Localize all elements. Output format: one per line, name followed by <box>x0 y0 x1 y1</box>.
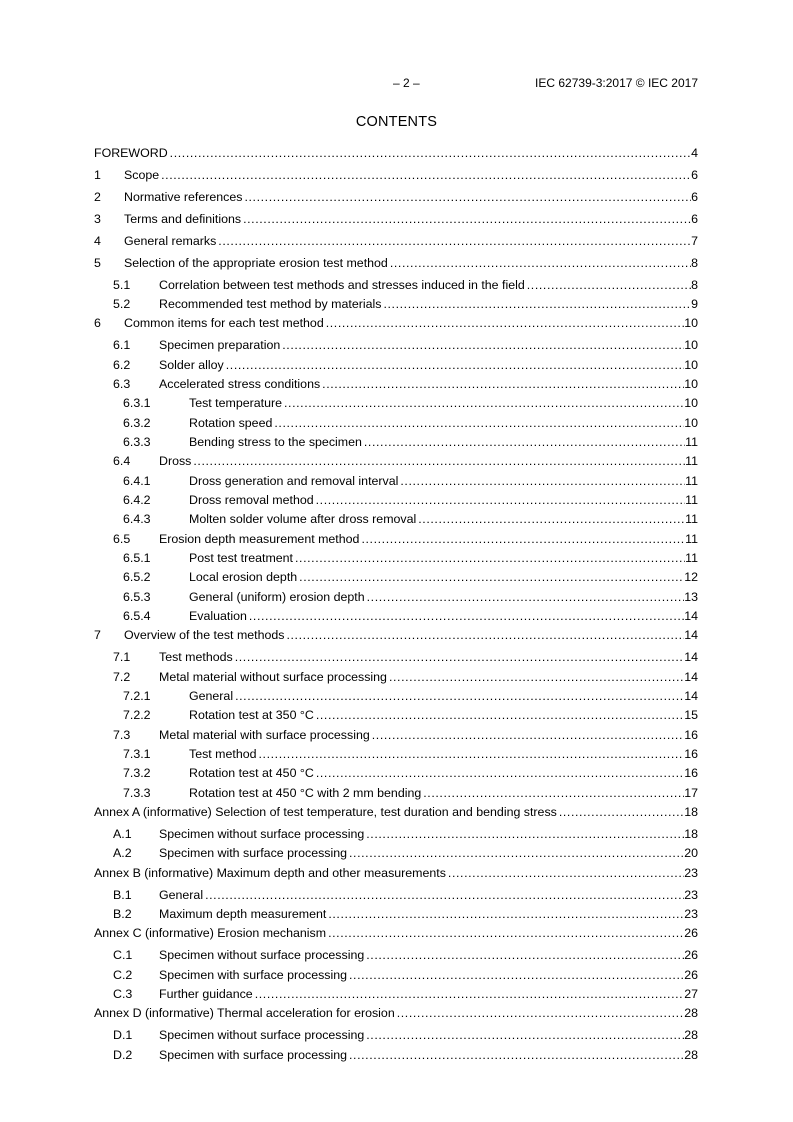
toc-entry-page: 12 <box>684 570 698 585</box>
toc-entry-number: D.1 <box>113 1028 133 1043</box>
dot-leader <box>418 510 685 529</box>
toc-entry-title: Specimen without surface processing <box>159 827 365 842</box>
toc-entry[interactable] <box>94 232 698 251</box>
toc-entry-page: 10 <box>684 357 698 372</box>
toc-entry[interactable] <box>94 530 698 549</box>
toc-entry-page: 14 <box>684 628 698 643</box>
toc-entry-number: 6.3.2 <box>123 415 151 430</box>
toc-entry-title: FOREWORD <box>94 146 168 160</box>
toc-entry[interactable] <box>94 648 698 667</box>
toc-entry-number: 5.1 <box>113 277 131 292</box>
dot-leader <box>322 375 684 394</box>
toc-entry-page: 11 <box>685 434 698 449</box>
toc-entry[interactable] <box>94 144 698 163</box>
toc-entry-title: Normative references <box>124 189 243 204</box>
toc-entry-title: Rotation test at 350 °C <box>189 708 314 723</box>
toc-entry[interactable] <box>94 491 698 510</box>
toc-entry-number: 6.4.2 <box>123 493 151 507</box>
dot-leader <box>316 764 684 783</box>
dot-leader <box>349 844 684 863</box>
toc-entry-title: Specimen with surface processing <box>159 967 348 982</box>
toc-entry-title: Scope <box>124 167 160 182</box>
toc-entry[interactable] <box>94 668 698 687</box>
toc-entry-number: B.1 <box>113 887 132 902</box>
toc-entry-title: Specimen with surface processing <box>159 1047 348 1062</box>
toc-entry-title: Specimen with surface processing <box>159 846 348 861</box>
toc-entry[interactable] <box>94 356 698 375</box>
toc-entry-page: 28 <box>684 1006 698 1021</box>
toc-entry-number: B.2 <box>113 907 132 921</box>
dot-leader <box>255 985 685 1004</box>
page-header <box>94 76 698 92</box>
toc-entry[interactable] <box>94 825 698 844</box>
toc-entry-title: Further guidance <box>159 986 253 1001</box>
toc-entry[interactable] <box>94 1046 698 1065</box>
toc-entry[interactable] <box>94 210 698 229</box>
toc-entry[interactable] <box>94 336 698 355</box>
toc-entry-page: 14 <box>684 650 698 665</box>
toc-entry-page: 11 <box>685 512 698 527</box>
dot-leader <box>205 886 684 905</box>
toc-entry[interactable] <box>94 452 698 471</box>
toc-entry[interactable] <box>94 985 698 1004</box>
toc-entry-number: 7.3.3 <box>123 785 151 800</box>
dot-leader <box>282 336 684 355</box>
toc-entry-title: Overview of the test methods <box>124 628 285 643</box>
dot-leader <box>367 588 685 607</box>
dot-leader <box>295 549 685 568</box>
toc-entry[interactable] <box>94 924 698 943</box>
toc-entry-page: 4 <box>691 146 698 160</box>
toc-entry[interactable] <box>94 803 698 822</box>
dot-leader <box>170 144 691 163</box>
toc-entry-page: 20 <box>684 846 698 861</box>
toc-entry[interactable] <box>94 784 698 803</box>
toc-entry-number: 6.3.3 <box>123 434 151 449</box>
toc-entry-page: 6 <box>691 167 698 182</box>
toc-entry-number: D.2 <box>113 1047 133 1062</box>
toc-entry-page: 10 <box>684 316 698 331</box>
toc-entry-number: 7.3.1 <box>123 747 151 762</box>
toc-entry-number: 7.3.2 <box>123 766 151 781</box>
toc-entry-number: 3 <box>94 211 101 226</box>
toc-entry[interactable] <box>94 745 698 764</box>
toc-entry-page: 11 <box>685 551 698 566</box>
dot-leader <box>400 472 685 491</box>
toc-entry-page: 8 <box>691 277 698 292</box>
toc-entry[interactable] <box>94 375 698 394</box>
toc-entry-page: 11 <box>685 493 698 507</box>
toc-entry-number: 1 <box>94 167 101 182</box>
toc-entry-page: 26 <box>684 948 698 963</box>
toc-entry-title: General <box>189 689 234 704</box>
toc-entry-page: 10 <box>684 338 698 353</box>
toc-entry[interactable] <box>94 626 698 645</box>
dot-leader <box>559 803 684 822</box>
toc-entry[interactable] <box>94 414 698 433</box>
toc-entry[interactable] <box>94 394 698 413</box>
toc-entry[interactable] <box>94 549 698 568</box>
toc-entry-title: Metal material with surface processing <box>159 727 370 742</box>
toc-entry-title: Dross <box>159 454 192 469</box>
toc-entry-page: 6 <box>691 211 698 226</box>
toc-entry-page: 23 <box>684 887 698 902</box>
toc-entry-page: 9 <box>691 296 698 311</box>
dot-leader <box>328 924 684 943</box>
toc-entry-number: 5.2 <box>113 296 131 311</box>
toc-entry-title: Test temperature <box>189 396 282 411</box>
toc-entry-page: 14 <box>684 689 698 704</box>
toc-entry-title: General <box>159 887 204 902</box>
dot-leader <box>364 433 685 452</box>
toc-entry-page: 10 <box>684 415 698 430</box>
dot-leader <box>284 394 684 413</box>
toc-entry-title: Molten solder volume after dross removal <box>189 512 417 527</box>
toc-entry[interactable] <box>94 568 698 587</box>
toc-entry-number: 4 <box>94 233 101 248</box>
toc-entry[interactable] <box>94 706 698 725</box>
toc-entry-title: Rotation speed <box>189 415 273 430</box>
dot-leader <box>372 726 684 745</box>
toc-entry[interactable] <box>94 295 698 314</box>
dot-leader <box>361 530 685 549</box>
dot-leader <box>243 210 691 229</box>
toc-entry[interactable] <box>94 510 698 529</box>
dot-leader <box>366 1026 684 1045</box>
toc-entry-title: Specimen without surface processing <box>159 948 365 963</box>
toc-entry-page: 15 <box>684 708 698 723</box>
toc-entry-title: Rotation test at 450 °C with 2 mm bending <box>189 785 422 800</box>
dot-leader <box>244 188 691 207</box>
dot-leader <box>349 1046 684 1065</box>
toc-entry-title: Recommended test method by materials <box>159 296 382 311</box>
toc-entry[interactable] <box>94 607 698 626</box>
toc-entry-title: Test methods <box>159 650 233 665</box>
toc-entry-number: 6.1 <box>113 338 131 353</box>
toc-entry-title: Rotation test at 450 °C <box>189 766 314 781</box>
dot-leader <box>249 607 684 626</box>
toc-entry-number: C.1 <box>113 948 133 963</box>
dot-leader <box>366 946 684 965</box>
toc-entry[interactable] <box>94 314 698 333</box>
toc-entry-title: Annex B (informative) Maximum depth and other measurements <box>94 865 446 880</box>
toc-entry-page: 8 <box>691 255 698 270</box>
dot-leader <box>397 1004 684 1023</box>
dot-leader <box>193 452 685 471</box>
toc-entry-title: Post test treatment <box>189 551 293 566</box>
toc-entry[interactable] <box>94 433 698 452</box>
toc-entry-page: 23 <box>684 907 698 921</box>
toc-entry-page: 6 <box>691 189 698 204</box>
dot-leader <box>326 314 684 333</box>
toc-entry-page: 11 <box>685 531 698 546</box>
toc-entry-number: A.1 <box>113 827 132 842</box>
toc-entry-title: Correlation between test methods and stresses induced in the field <box>159 277 525 292</box>
toc-entry-page: 10 <box>684 376 698 391</box>
toc-entry[interactable] <box>94 905 698 924</box>
dot-leader <box>161 166 691 185</box>
toc-entry[interactable] <box>94 864 698 883</box>
toc-entry-number: 7.2 <box>113 669 131 684</box>
toc-entry-page: 14 <box>684 609 698 624</box>
toc-entry[interactable] <box>94 966 698 985</box>
toc-entry-page: 13 <box>684 589 698 604</box>
toc-entry-number: 6 <box>94 316 101 331</box>
toc-entry[interactable] <box>94 844 698 863</box>
toc-entry-number: 7.1 <box>113 650 131 665</box>
toc-entry-page: 28 <box>684 1047 698 1062</box>
toc-entry-title: Dross removal method <box>189 493 314 507</box>
toc-entry[interactable] <box>94 687 698 706</box>
dot-leader <box>259 745 685 764</box>
toc-entry-number: 6.5.1 <box>123 551 151 566</box>
toc-entry-number: 6.4.3 <box>123 512 151 527</box>
toc-entry-number: 6.5.3 <box>123 589 151 604</box>
dot-leader <box>366 825 684 844</box>
toc-entry-page: 26 <box>684 926 698 941</box>
toc-entry-page: 23 <box>684 865 698 880</box>
toc-entry[interactable] <box>94 886 698 905</box>
toc-entry-page: 16 <box>684 747 698 762</box>
toc-entry[interactable] <box>94 588 698 607</box>
toc-entry-title: Annex D (informative) Thermal acceleration for erosion <box>94 1006 395 1021</box>
toc-entry[interactable] <box>94 166 698 185</box>
toc-entry-title: Erosion depth measurement method <box>159 531 360 546</box>
table-of-contents <box>94 144 698 1065</box>
toc-entry-page: 16 <box>684 766 698 781</box>
dot-leader <box>423 784 684 803</box>
toc-entry-title: Annex C (informative) Erosion mechanism <box>94 926 327 941</box>
toc-entry-page: 18 <box>684 827 698 842</box>
dot-leader <box>383 295 691 314</box>
dot-leader <box>349 966 684 985</box>
toc-entry-title: Specimen preparation <box>159 338 281 353</box>
toc-entry[interactable] <box>94 1026 698 1045</box>
dot-leader <box>235 648 685 667</box>
dot-leader <box>286 626 684 645</box>
toc-entry[interactable] <box>94 726 698 745</box>
toc-entry-number: 6.4.1 <box>123 473 151 488</box>
dot-leader <box>389 668 684 687</box>
toc-entry[interactable] <box>94 188 698 207</box>
page-number: – 2 – <box>393 76 420 90</box>
toc-entry-title: Selection of the appropriate erosion test method <box>124 255 388 270</box>
dot-leader <box>316 491 685 510</box>
toc-entry[interactable] <box>94 1004 698 1023</box>
toc-entry-page: 16 <box>684 727 698 742</box>
toc-entry-title: Metal material without surface processing <box>159 669 387 684</box>
toc-entry-number: A.2 <box>113 846 132 861</box>
toc-entry[interactable] <box>94 946 698 965</box>
dot-leader <box>328 905 684 924</box>
toc-entry-number: C.2 <box>113 967 133 982</box>
toc-entry-number: 7.3 <box>113 727 131 742</box>
toc-entry-page: 26 <box>684 967 698 982</box>
toc-entry-page: 17 <box>684 785 698 800</box>
toc-entry-number: 5 <box>94 255 101 270</box>
toc-entry-title: Common items for each test method <box>124 316 324 331</box>
toc-entry-title: Solder alloy <box>159 357 224 372</box>
toc-entry[interactable] <box>94 254 698 273</box>
toc-entry-number: 7.2.1 <box>123 689 151 704</box>
toc-entry-title: General remarks <box>124 233 217 248</box>
toc-entry-title: Bending stress to the specimen <box>189 434 362 449</box>
dot-leader <box>448 864 684 883</box>
toc-entry[interactable] <box>94 276 698 295</box>
toc-entry-page: 14 <box>684 669 698 684</box>
toc-entry-title: Terms and definitions <box>124 211 242 226</box>
toc-entry-page: 18 <box>684 805 698 820</box>
toc-entry-title: Specimen without surface processing <box>159 1028 365 1043</box>
dot-leader <box>299 568 684 587</box>
toc-entry-page: 11 <box>685 454 698 469</box>
dot-leader <box>390 254 691 273</box>
toc-entry-number: 6.3.1 <box>123 396 151 411</box>
toc-entry-number: 7.2.2 <box>123 708 151 723</box>
toc-entry-number: 2 <box>94 189 101 204</box>
toc-entry-page: 27 <box>684 986 698 1001</box>
toc-entry-number: 6.5 <box>113 531 131 546</box>
toc-entry[interactable] <box>94 764 698 783</box>
document-reference: IEC 62739-3:2017 © IEC 2017 <box>535 76 698 90</box>
toc-entry-title: Maximum depth measurement <box>159 907 327 921</box>
page-title: CONTENTS <box>355 114 438 130</box>
toc-entry-number: 7 <box>94 628 101 643</box>
toc-entry-number: 6.2 <box>113 357 131 372</box>
dot-leader <box>226 356 684 375</box>
toc-entry-page: 7 <box>691 233 698 248</box>
dot-leader <box>316 706 684 725</box>
toc-entry-title: Local erosion depth <box>189 570 298 585</box>
toc-entry[interactable] <box>94 472 698 491</box>
toc-entry-title: Accelerated stress conditions <box>159 376 321 391</box>
toc-entry-page: 10 <box>684 396 698 411</box>
toc-entry-number: 6.4 <box>113 454 131 469</box>
toc-entry-title: Evaluation <box>189 609 247 624</box>
toc-entry-number: 6.5.4 <box>123 609 151 624</box>
dot-leader <box>527 276 691 295</box>
dot-leader <box>235 687 684 706</box>
toc-entry-title: Test method <box>189 747 257 762</box>
toc-entry-number: 6.5.2 <box>123 570 151 585</box>
dot-leader <box>274 414 684 433</box>
dot-leader <box>218 232 691 251</box>
toc-entry-page: 11 <box>685 473 698 488</box>
toc-entry-number: 6.3 <box>113 376 131 391</box>
toc-entry-number: C.3 <box>113 986 133 1001</box>
toc-entry-title: Dross generation and removal interval <box>189 473 399 488</box>
toc-entry-title: General (uniform) erosion depth <box>189 589 365 604</box>
toc-entry-title: Annex A (informative) Selection of test temperature, test duration and bending stress <box>94 805 557 820</box>
toc-entry-page: 28 <box>684 1028 698 1043</box>
